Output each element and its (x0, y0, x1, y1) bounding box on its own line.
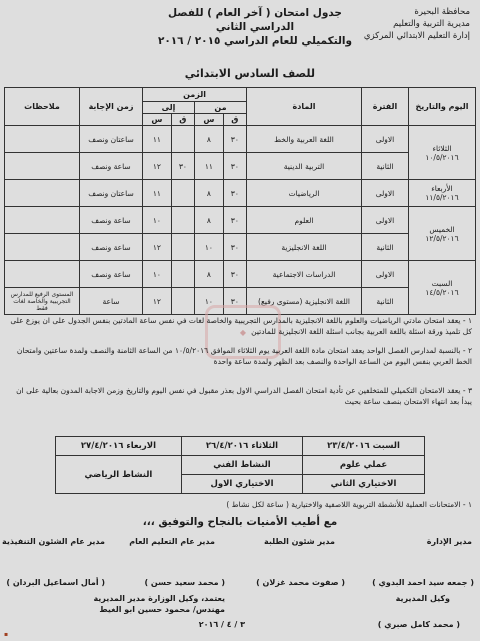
col-time: الزمن (143, 88, 247, 102)
to-s-cell: ١١ (143, 180, 172, 207)
from-q-cell: ٣٠ (223, 288, 246, 315)
table-row (5, 234, 476, 261)
subject-cell: الرياضيات (247, 180, 362, 207)
notes-cell (5, 180, 80, 207)
governorate: محافظة البحيرة (414, 7, 470, 17)
col-to: إلى (143, 102, 195, 114)
to-q-cell (171, 207, 194, 234)
activity-date-1: السبت ٢٣/٤/٢٠١٦ (303, 437, 425, 456)
table-row (5, 126, 476, 153)
table-row (5, 207, 476, 234)
day-cell (409, 207, 476, 261)
col-duration: زمن الإجابة (80, 88, 143, 126)
table-row (5, 261, 476, 288)
activity-optional-1: الاختياري الاول (181, 475, 302, 494)
day-cell (409, 261, 476, 315)
undersecretary-name: مهندس/ محمود حسين ابو الغيط (99, 605, 225, 614)
period-cell: الثانية (362, 234, 409, 261)
day-date: ١٤/٥/٢٠١٦ (425, 287, 459, 297)
notes-cell (5, 153, 80, 180)
period-cell: الثانية (362, 153, 409, 180)
from-q-cell: ٣٠ (223, 207, 246, 234)
closing-wish: مع أطيب الأمنيات بالنجاح والتوفيق ،،، (142, 516, 338, 528)
subject-cell: الدراسات الاجتماعية (247, 261, 362, 288)
subject-cell: التربية الدينية (247, 153, 362, 180)
notes-cell (5, 261, 80, 288)
duration-cell: ساعة (80, 288, 143, 315)
to-q-cell (171, 180, 194, 207)
directorate: مديرية التربية والتعليم (393, 19, 470, 29)
from-q-cell: ٣٠ (223, 180, 246, 207)
duration-cell: ساعة ونصف (80, 261, 143, 288)
from-q-cell: ٣٠ (223, 126, 246, 153)
footnote: ١ - الامتحانات العملية للأنشطة التربوية اللاصفية والاختيارية ( ساعة لكل نشاط ) (226, 500, 472, 509)
notes-cell (5, 126, 80, 153)
sig-title-3: مدير عام التعليم العام (129, 537, 215, 546)
exam-table (4, 87, 476, 315)
to-q-cell (171, 234, 194, 261)
duration-cell: ساعة ونصف (80, 153, 143, 180)
from-q-cell: ٣٠ (223, 234, 246, 261)
activity-sports: النشاط الرياضي (56, 456, 182, 494)
from-s-cell: ٨ (195, 207, 224, 234)
subject-cell: العلوم (247, 207, 362, 234)
from-s-cell: ١٠ (195, 288, 224, 315)
watermark-logo: ◆ (205, 305, 281, 359)
duration-cell: ساعة ونصف (80, 207, 143, 234)
col-day: اليوم والتاريخ (409, 88, 476, 126)
col-to-s: س (143, 114, 172, 126)
activity-art: النشاط الفني (181, 456, 302, 475)
activity-optional-2: الاختياري الثاني (303, 475, 425, 494)
grade-label: للصف السادس الابتدائي (184, 67, 315, 80)
sig-name-2: ( صفوت محمد غزلان ) (256, 578, 345, 587)
administration: إدارة التعليم الابتدائي المركزي (363, 31, 470, 41)
col-notes: ملاحظات (5, 88, 80, 126)
from-s-cell: ١١ (195, 153, 224, 180)
document-title (150, 6, 360, 48)
day-date: ١٠/٥/٢٠١٦ (425, 152, 459, 162)
day-name: الأربعاء (431, 184, 453, 193)
note-3: ٣ - يعقد الامتحان التكميلي للمتخلفين عن تأدية امتحان الفصل الدراسي الاول بعذر مقبول في نفس اليوم والتاريخ وزمن الاجابة المدون بعالية على ان يبدأ بعد انتهاء الامتحان بنصف ساعة بحيث (16, 386, 472, 406)
subject-cell: اللغة الانجليزية (مستوى رفيع) (247, 288, 362, 315)
col-subject: المادة (247, 88, 362, 126)
day-name: الخميس (429, 224, 455, 234)
from-s-cell: ٨ (195, 180, 224, 207)
deputy-name: ( محمد كامل صبري ) (377, 620, 460, 629)
to-q-cell (171, 126, 194, 153)
sig-name-3: ( محمد سعيد حسن ) (144, 578, 225, 587)
to-q-cell: ٣٠ (171, 153, 194, 180)
notes-cell (5, 207, 80, 234)
col-from-s: س (195, 114, 224, 126)
notes-cell (5, 234, 80, 261)
duration-cell: ساعتان ونصف (80, 126, 143, 153)
title-line-1: جدول امتحان ( آخر العام ) للفصل الدراسي الثاني (168, 7, 342, 33)
to-s-cell: ١٠ (143, 261, 172, 288)
day-date: ١١/٥/٢٠١٦ (425, 193, 459, 202)
authority-header (350, 6, 470, 42)
to-q-cell (171, 288, 194, 315)
sig-title-4: مدير عام الشئون التنفيذية (1, 537, 105, 546)
sig-name-1: ( جمعه سيد احمد البدوي ) (372, 578, 474, 587)
day-name: السبت (431, 278, 453, 288)
approval-date: ٣ / ٤ / ٢٠١٦ (198, 620, 245, 629)
day-date: ١٢/٥/٢٠١٦ (425, 233, 459, 243)
source-logo: ▪ (4, 631, 9, 638)
from-s-cell: ١٠ (195, 234, 224, 261)
day-cell (409, 126, 476, 180)
activity-date-2: الثلاثاء ٢٦/٤/٢٠١٦ (181, 437, 302, 456)
day-name: الثلاثاء (432, 143, 452, 153)
from-s-cell: ٨ (195, 261, 224, 288)
period-cell: الاولى (362, 180, 409, 207)
to-s-cell: ١١ (143, 126, 172, 153)
subject-cell: اللغة الانجليزية (247, 234, 362, 261)
day-cell (409, 180, 476, 207)
sig-name-4: ( أمال اسماعيل البردان ) (6, 578, 105, 587)
undersecretary-title: يعتمد، وكيل الوزارة مدير المديرية (93, 594, 225, 603)
from-q-cell: ٣٠ (223, 153, 246, 180)
duration-cell: ساعتان ونصف (80, 180, 143, 207)
to-s-cell: ١٠ (143, 207, 172, 234)
duration-cell: ساعة ونصف (80, 234, 143, 261)
sig-title-2: مدير شئون الطلبة (263, 537, 335, 546)
to-s-cell: ١٢ (143, 288, 172, 315)
notes-cell: المستوى الرفيع للمدارس التجريبية والخاصة لغات فقط (5, 288, 80, 315)
title-line-2: والتكميلي للعام الدراسي ٢٠١٥ / ٢٠١٦ (157, 35, 353, 47)
col-to-q: ق (171, 114, 194, 126)
to-s-cell: ١٢ (143, 234, 172, 261)
period-cell: الاولى (362, 261, 409, 288)
table-row (5, 153, 476, 180)
period-cell: الاولى (362, 207, 409, 234)
to-s-cell: ١٢ (143, 153, 172, 180)
activities-table (55, 436, 425, 494)
col-period: الفترة (362, 88, 409, 126)
note-2: ٢ - بالنسبة لمدارس الفصل الواحد يعقد امتحان مادة اللغة العربية يوم الثلاثاء الموافق ١٠/٥/٢٠١٦ من الساعة الثامنة والنصف ولمدة ساعتين وامتحان الخط العربي بنفس اليوم من الساعة الواحدة والنصف بعد الظهر ولمدة ساعة واحدة (16, 346, 472, 366)
from-q-cell: ٣٠ (223, 261, 246, 288)
activity-science: عملي علوم (303, 456, 425, 475)
period-cell: الاولى (362, 126, 409, 153)
activity-date-3: الاربعاء ٢٧/٤/٢٠١٦ (56, 437, 182, 456)
from-s-cell: ٨ (195, 126, 224, 153)
note-1: ١ - يعقد امتحان مادتي الرياضيات والعلوم باللغة الانجليزية بالمدارس التجريبية والخاصة لغات في نفس ساعة المادتين بنفس الجدول على ان يوزع على كل تلميذ ورقة اسئلة باللغة العربية بجانب اسئلة اللغة الانجليزية للمادتين (10, 316, 472, 336)
col-from: من (195, 102, 247, 114)
table-row (5, 180, 476, 207)
sig-title-1: مدير الإدارة (426, 537, 472, 546)
deputy-title: وكيل المديرية (395, 594, 450, 603)
col-from-q: ق (223, 114, 246, 126)
period-cell: الثانية (362, 288, 409, 315)
subject-cell: اللغة العربية والخط (247, 126, 362, 153)
to-q-cell (171, 261, 194, 288)
